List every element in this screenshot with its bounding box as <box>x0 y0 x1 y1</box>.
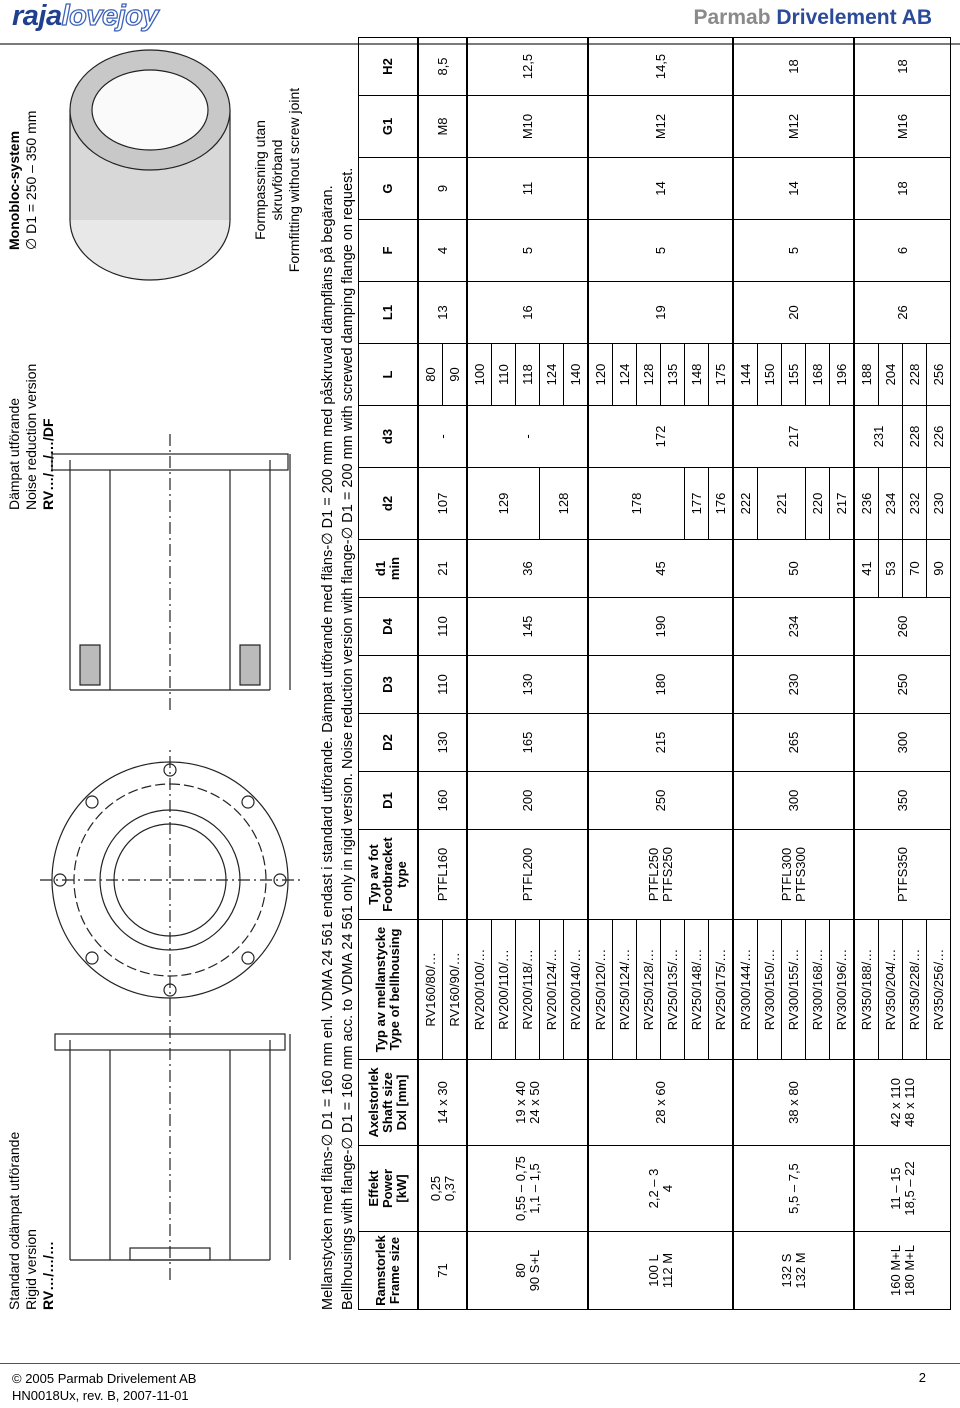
monobloc-render <box>70 50 230 280</box>
caption-model: RV…/…/… <box>40 1241 56 1310</box>
cell-G: 11 <box>467 158 588 220</box>
header-G: G <box>359 158 419 220</box>
cell-L1: 26 <box>854 282 951 344</box>
logo-text-raja: raja <box>12 0 62 32</box>
cell-shaft: 42 x 110 48 x 110 <box>854 1060 951 1146</box>
cell-F: 5 <box>588 220 733 282</box>
table-row <box>467 38 492 1310</box>
cell-L: 124 <box>540 344 564 406</box>
company-name-part1: Parmab <box>693 6 771 29</box>
cell-power: 0,25 0,37 <box>418 1146 467 1232</box>
cell-H2: 12,5 <box>467 38 588 96</box>
note-swedish: Mellanstycken med fläns-∅ D1 = 160 mm enl. VDMA 24 561 endast i standard utförande. Dämpat utförande med fläns-∅ D1 = 200 mm med påskruvad dämpfläns på begäran. <box>320 185 336 1310</box>
note-english: Bellhousings with flange-∅ D1 = 160 mm acc. to VDMA 24 561 only in rigid version. Noise reduction version with flange-∅ D1 = 200 mm with screwed damping flange on request. <box>340 167 356 1310</box>
cell-d3: 172 <box>588 406 733 468</box>
cell-d3: - <box>467 406 588 468</box>
cell-d2: 220 <box>806 468 830 540</box>
cell-G1: M16 <box>854 96 951 158</box>
cell-type: RV350/228/… <box>903 920 927 1060</box>
noise-section-drawing <box>52 430 290 710</box>
cell-d2: 230 <box>927 468 951 540</box>
cell-d1min: 45 <box>588 540 733 598</box>
cell-D2: 165 <box>467 714 588 772</box>
cell-L: 175 <box>709 344 734 406</box>
cell-L1: 20 <box>733 282 854 344</box>
cell-type: RV200/110/… <box>492 920 516 1060</box>
cell-frame: 80 90 S+L <box>467 1232 588 1310</box>
document-reference: HN0018Ux, rev. B, 2007-11-01 <box>12 1388 189 1403</box>
cell-D2: 130 <box>418 714 467 772</box>
cell-power: 2,2 – 3 4 <box>588 1146 733 1232</box>
cell-frame: 71 <box>418 1232 467 1310</box>
cell-F: 5 <box>467 220 588 282</box>
bellhousing-spec-table <box>358 37 951 1310</box>
cell-d3: 231 <box>854 406 903 468</box>
rajalovejoy-logo <box>12 0 158 33</box>
cell-type: RV200/100/… <box>467 920 492 1060</box>
header-d1-min: d1 min <box>359 540 419 598</box>
cell-d2: 129 <box>467 468 540 540</box>
cell-L: 120 <box>588 344 613 406</box>
page-number: 2 <box>918 1370 926 1385</box>
header-D2: D2 <box>359 714 419 772</box>
cell-shaft: 19 x 40 24 x 50 <box>467 1060 588 1146</box>
header-d2: d2 <box>359 468 419 540</box>
footer-divider <box>0 1363 960 1364</box>
cell-d1min: 50 <box>733 540 854 598</box>
table-row <box>733 38 758 1310</box>
header-power: Effekt Power [kW] <box>359 1146 419 1232</box>
cell-d2: 232 <box>903 468 927 540</box>
cell-d2: 176 <box>709 468 734 540</box>
header-D1: D1 <box>359 772 419 830</box>
cell-type: RV300/150/… <box>758 920 782 1060</box>
cell-D2: 215 <box>588 714 733 772</box>
cell-d2: 128 <box>540 468 589 540</box>
table-row <box>854 38 879 1310</box>
caption-line: Formpassning utan <box>252 120 268 240</box>
cell-L: 256 <box>927 344 951 406</box>
cell-F: 4 <box>418 220 467 282</box>
cell-d2: 217 <box>830 468 855 540</box>
cell-type: RV350/188/… <box>854 920 879 1060</box>
cell-L: 148 <box>685 344 709 406</box>
footer-info <box>12 1370 196 1404</box>
cell-d2: 222 <box>733 468 758 540</box>
cell-G: 18 <box>854 158 951 220</box>
cell-power: 5,5 – 7,5 <box>733 1146 854 1232</box>
cell-D4: 190 <box>588 598 733 656</box>
cell-d1min: 70 <box>903 540 927 598</box>
bellhousing-notes <box>318 168 358 1310</box>
cell-D4: 145 <box>467 598 588 656</box>
cell-L: 90 <box>443 344 468 406</box>
header-bellhousing-type: Typ av mellanstycke Type of bellhousing <box>359 920 419 1060</box>
cell-D3: 110 <box>418 656 467 714</box>
cell-G1: M12 <box>733 96 854 158</box>
cell-type: RV250/175/… <box>709 920 734 1060</box>
header-L: L <box>359 344 419 406</box>
cell-d2: 234 <box>879 468 903 540</box>
cell-type: RV250/135/… <box>661 920 685 1060</box>
caption-line: Noise reduction version <box>23 363 39 510</box>
cell-L: 150 <box>758 344 782 406</box>
header-D4: D4 <box>359 598 419 656</box>
header-d3: d3 <box>359 406 419 468</box>
landscape-content <box>0 40 960 1340</box>
cell-L: 228 <box>903 344 927 406</box>
cell-D3: 250 <box>854 656 951 714</box>
cell-d3: 228 <box>903 406 927 468</box>
cell-d1min: 90 <box>927 540 951 598</box>
cell-L: 196 <box>830 344 855 406</box>
cell-type: RV350/204/… <box>879 920 903 1060</box>
cell-foot: PTFL300 PTFS300 <box>733 830 854 920</box>
caption-title: Monobloc-system <box>6 130 22 250</box>
cell-H2: 8,5 <box>418 38 467 96</box>
cell-L: 110 <box>492 344 516 406</box>
cell-D1: 200 <box>467 772 588 830</box>
header-footbracket: Typ av fot Footbracket type <box>359 830 419 920</box>
cell-d3: - <box>418 406 467 468</box>
cell-L: 100 <box>467 344 492 406</box>
cell-H2: 18 <box>733 38 854 96</box>
cell-L: 80 <box>418 344 443 406</box>
cell-D4: 260 <box>854 598 951 656</box>
cell-L: 135 <box>661 344 685 406</box>
cell-D1: 350 <box>854 772 951 830</box>
cell-power: 11 – 15 18,5 – 22 <box>854 1146 951 1232</box>
cell-d1min: 36 <box>467 540 588 598</box>
header-D3: D3 <box>359 656 419 714</box>
cell-L: 140 <box>564 344 589 406</box>
cell-D1: 160 <box>418 772 467 830</box>
cell-type: RV200/124/… <box>540 920 564 1060</box>
cell-d2: 236 <box>854 468 879 540</box>
cell-L: 155 <box>782 344 806 406</box>
header-H2: H2 <box>359 38 419 96</box>
cell-foot: PTFS350 <box>854 830 951 920</box>
caption-line: ∅ D1 = 250 – 350 mm <box>23 110 39 250</box>
cell-F: 5 <box>733 220 854 282</box>
cell-d3: 217 <box>733 406 854 468</box>
cell-type: RV200/118/… <box>516 920 540 1060</box>
cell-d1min: 21 <box>418 540 467 598</box>
cell-L: 188 <box>854 344 879 406</box>
cell-foot: PTFL250 PTFS250 <box>588 830 733 920</box>
cell-type: RV250/148/… <box>685 920 709 1060</box>
cell-d2: 177 <box>685 468 709 540</box>
rigid-section-drawing <box>55 1010 290 1280</box>
cell-D1: 300 <box>733 772 854 830</box>
cell-frame: 132 S 132 M <box>733 1232 854 1310</box>
cell-H2: 14,5 <box>588 38 733 96</box>
formfitting-caption <box>252 60 303 300</box>
header-L1: L1 <box>359 282 419 344</box>
table-header-row <box>359 38 419 1310</box>
cell-G: 14 <box>588 158 733 220</box>
cell-frame: 160 M+L 180 M+L <box>854 1232 951 1310</box>
cell-power: 0,55 – 0,75 1,1 – 1,5 <box>467 1146 588 1232</box>
cell-type: RV200/140/… <box>564 920 589 1060</box>
copyright-text: © 2005 Parmab Drivelement AB <box>12 1371 197 1386</box>
cell-D4: 110 <box>418 598 467 656</box>
cell-type: RV250/120/… <box>588 920 613 1060</box>
cell-shaft: 14 x 30 <box>418 1060 467 1146</box>
cell-F: 6 <box>854 220 951 282</box>
cell-d2: 178 <box>588 468 685 540</box>
cell-shaft: 28 x 60 <box>588 1060 733 1146</box>
cell-d1min: 53 <box>879 540 903 598</box>
company-name-part2: Drivelement AB <box>776 6 932 29</box>
cell-d2: 107 <box>418 468 467 540</box>
caption-line: Rigid version <box>23 1229 39 1310</box>
cell-type: RV300/144/… <box>733 920 758 1060</box>
cell-type: RV350/256/… <box>927 920 951 1060</box>
flange-front-view <box>40 750 300 1010</box>
cell-D1: 250 <box>588 772 733 830</box>
table-row <box>588 38 613 1310</box>
cell-L: 128 <box>637 344 661 406</box>
cell-type: RV300/196/… <box>830 920 855 1060</box>
header-G1: G1 <box>359 96 419 158</box>
cell-D2: 300 <box>854 714 951 772</box>
cell-D2: 265 <box>733 714 854 772</box>
cell-D3: 130 <box>467 656 588 714</box>
cell-L: 168 <box>806 344 830 406</box>
cell-L: 144 <box>733 344 758 406</box>
cell-d1min: 41 <box>854 540 879 598</box>
cell-type: RV300/155/… <box>782 920 806 1060</box>
cell-L1: 16 <box>467 282 588 344</box>
cell-frame: 100 L 112 M <box>588 1232 733 1310</box>
caption-line: Standard odämpat utförande <box>6 1131 22 1310</box>
cell-L: 118 <box>516 344 540 406</box>
cell-type: RV250/124/… <box>613 920 637 1060</box>
cell-D3: 230 <box>733 656 854 714</box>
cell-G1: M12 <box>588 96 733 158</box>
cell-D4: 234 <box>733 598 854 656</box>
logo-text-lovejoy: lovejoy <box>61 0 159 32</box>
header-F: F <box>359 220 419 282</box>
cell-shaft: 38 x 80 <box>733 1060 854 1146</box>
cell-L: 204 <box>879 344 903 406</box>
cell-H2: 18 <box>854 38 951 96</box>
caption-model: RV…/…/…/DF <box>40 418 56 510</box>
cell-foot: PTFL200 <box>467 830 588 920</box>
cell-G1: M10 <box>467 96 588 158</box>
cell-d2: 221 <box>758 468 806 540</box>
cell-type: RV160/90/… <box>443 920 468 1060</box>
cell-foot: PTFL160 <box>418 830 467 920</box>
table-row <box>418 38 443 1310</box>
cell-G: 14 <box>733 158 854 220</box>
cell-type: RV300/168/… <box>806 920 830 1060</box>
header-shaft-size: Axelstorlek Shaft size Dxl [mm] <box>359 1060 419 1146</box>
caption-line: Dämpat utförande <box>6 397 22 510</box>
cell-G1: M8 <box>418 96 467 158</box>
cell-type: RV160/80/… <box>418 920 443 1060</box>
header-frame-size: Ramstorlek Frame size <box>359 1232 419 1310</box>
cell-L: 124 <box>613 344 637 406</box>
cell-type: RV250/128/… <box>637 920 661 1060</box>
cell-d3: 226 <box>927 406 951 468</box>
cell-L1: 19 <box>588 282 733 344</box>
caption-line: Formfitting without screw joint <box>286 87 302 273</box>
cell-D3: 180 <box>588 656 733 714</box>
cell-L1: 13 <box>418 282 467 344</box>
caption-line: skruvförband <box>269 139 285 221</box>
company-name <box>694 6 933 30</box>
cell-G: 9 <box>418 158 467 220</box>
